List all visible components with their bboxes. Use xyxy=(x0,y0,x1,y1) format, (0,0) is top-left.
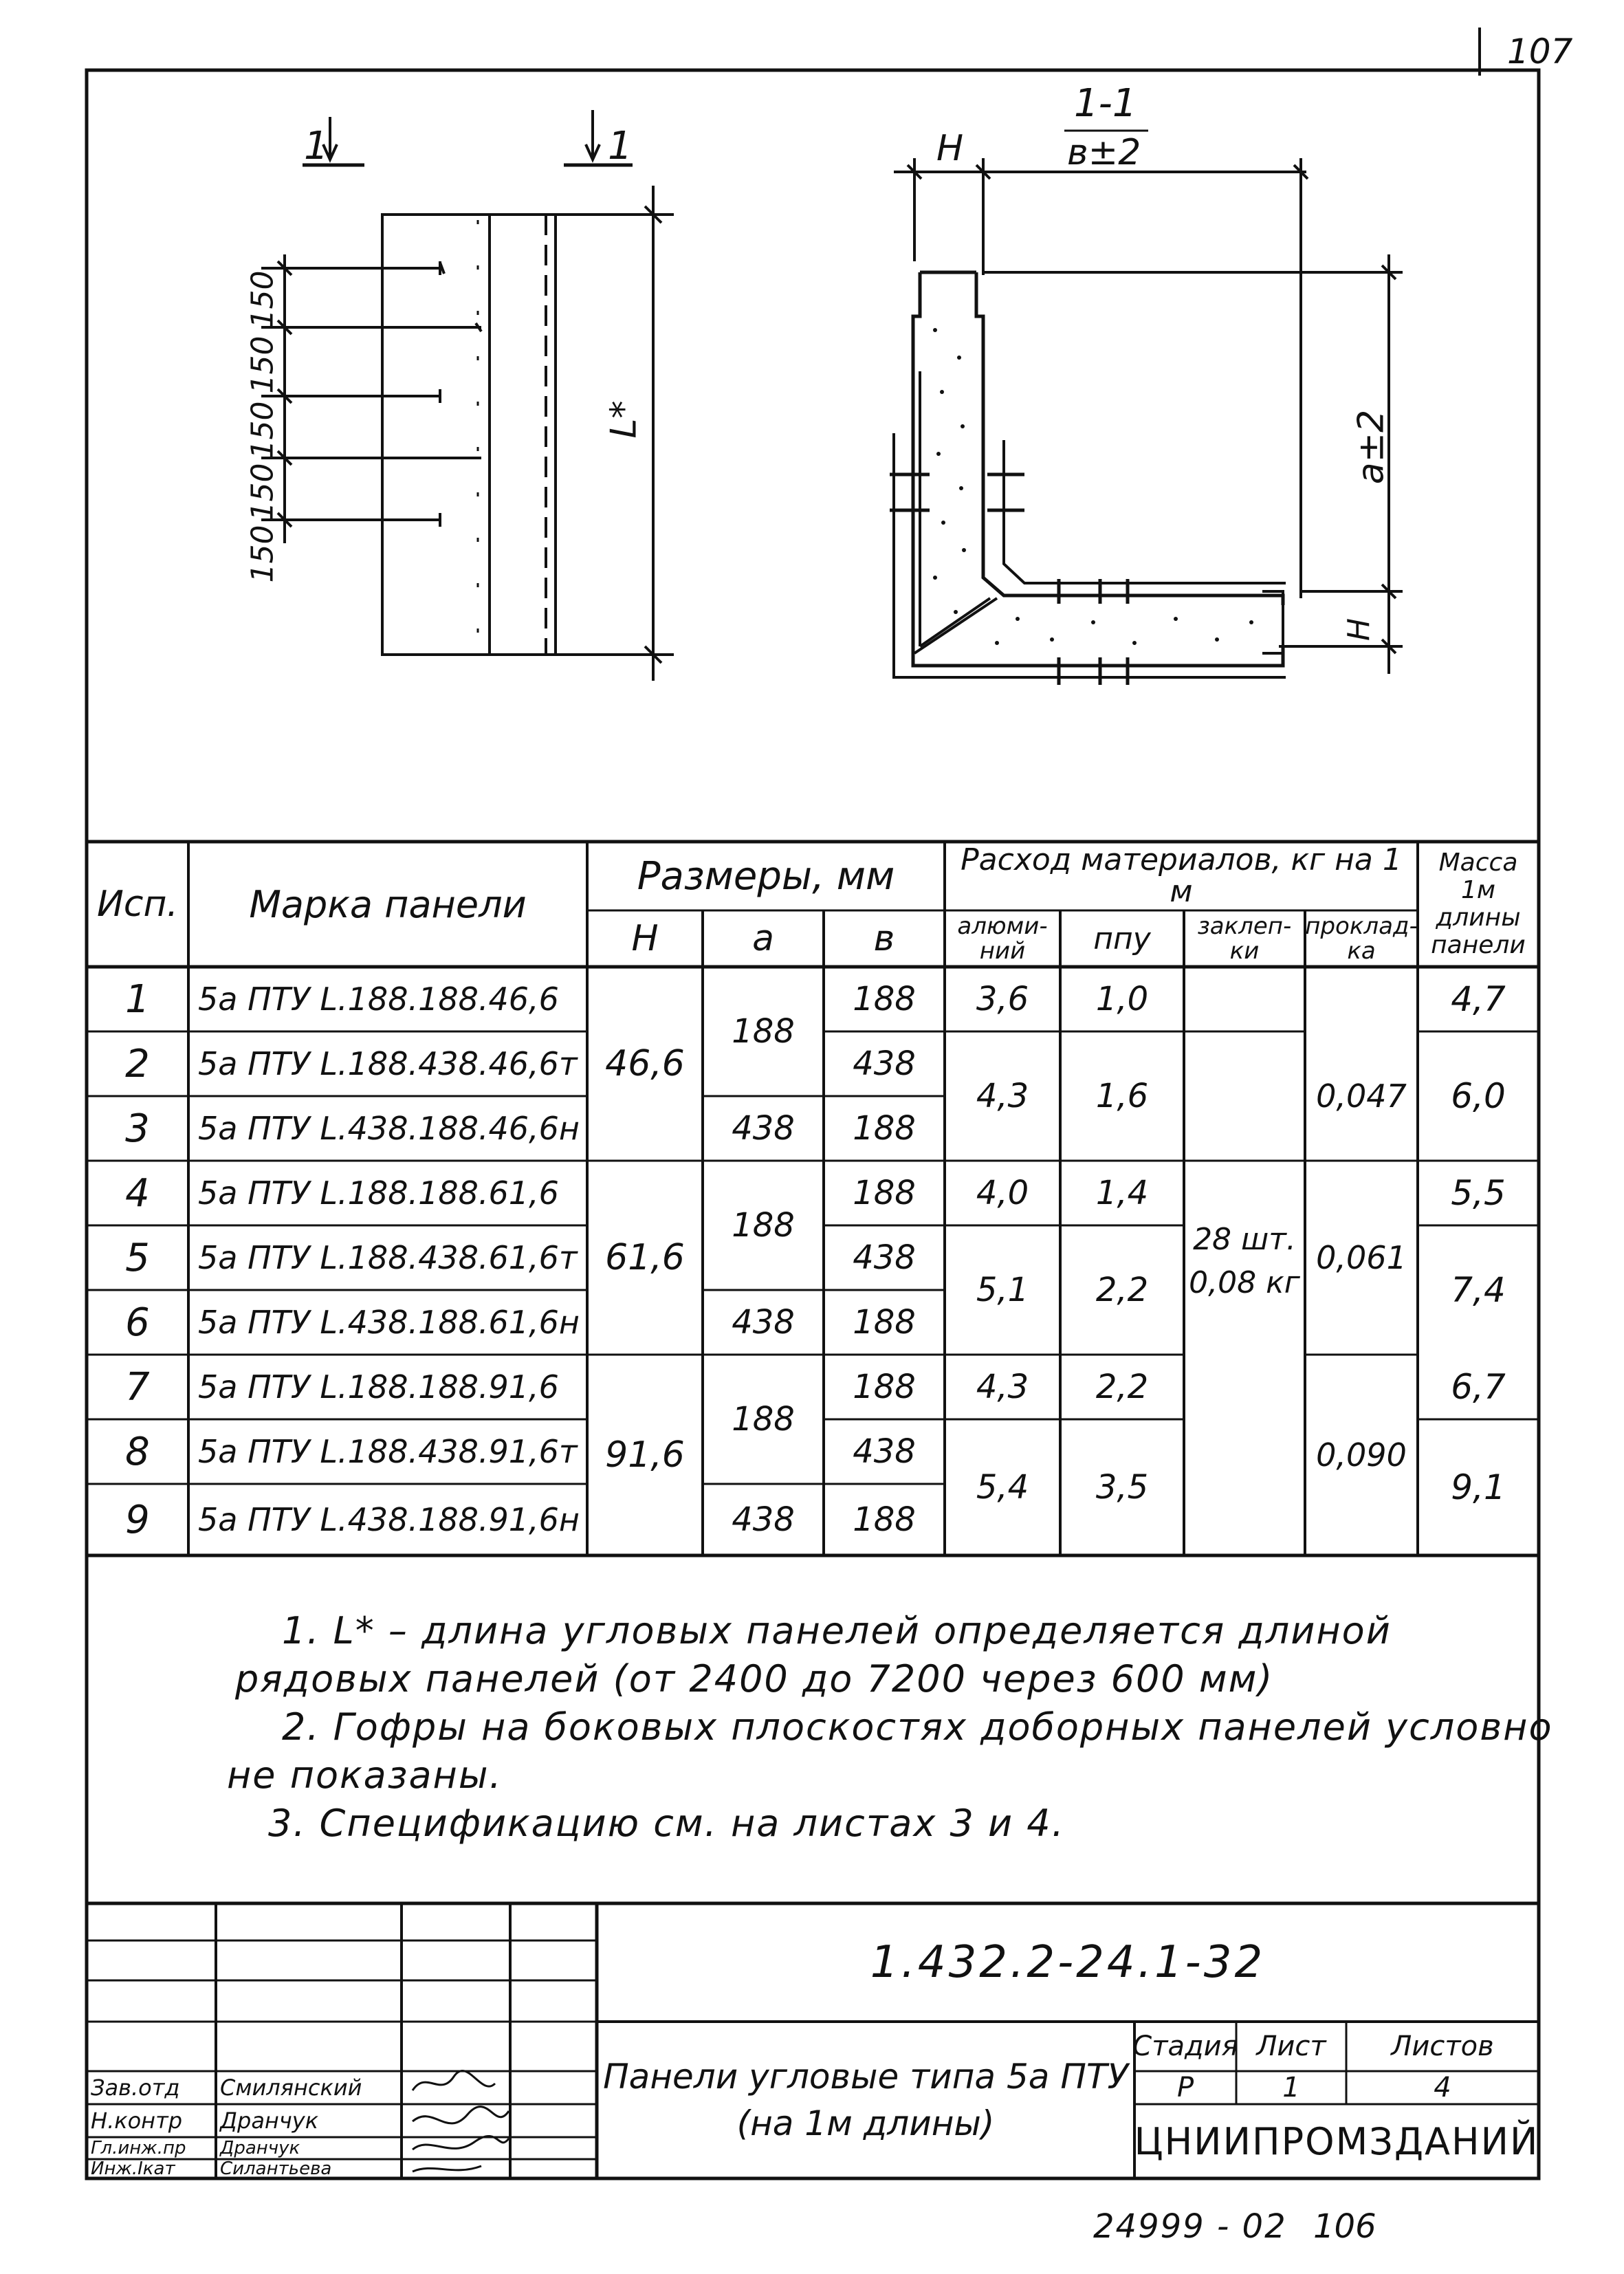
footer-page: 106 xyxy=(1313,2207,1376,2246)
massa-group-5: 6,7 xyxy=(1451,1367,1506,1407)
row-2-isp: 2 xyxy=(125,1041,150,1086)
b-row-5: 438 xyxy=(853,1238,916,1277)
massa-group-1: 4,7 xyxy=(1451,979,1506,1019)
dim-h-top: H xyxy=(936,128,964,169)
row-9-isp: 9 xyxy=(125,1497,150,1542)
dim-a: a±2 xyxy=(1350,409,1392,485)
row-5-marka: 5а ПТУ L.188.438.61,6т xyxy=(198,1239,578,1276)
header-massa: Масса 1м длины панели xyxy=(1431,849,1526,959)
a-group-2: 438 xyxy=(732,1109,795,1148)
zaklep-mass: 0,08 кг xyxy=(1189,1265,1300,1300)
alum-group-2: 4,3 xyxy=(976,1077,1029,1115)
header-alum: алюми-ний xyxy=(957,912,1048,965)
row-5-isp: 5 xyxy=(125,1235,150,1280)
header-proklad: проклад-ка xyxy=(1305,912,1418,965)
staff-role-1: Зав.отд xyxy=(91,2075,180,2101)
staff-role-4: Инж.Iкат xyxy=(91,2158,175,2179)
b-row-9: 188 xyxy=(853,1500,916,1539)
dim-150-4: 150 xyxy=(245,463,281,521)
row-7-isp: 7 xyxy=(125,1364,150,1410)
staff-name-4: Силантьева xyxy=(220,2158,332,2179)
stage-label: Стадия xyxy=(1132,2031,1238,2062)
row-8-isp: 8 xyxy=(125,1429,150,1474)
staff-name-2: Дранчук xyxy=(220,2108,319,2134)
section-title: 1-1 xyxy=(1074,81,1137,126)
archive-number: 24999 - 02 xyxy=(1093,2207,1287,2246)
doc-title-line2: (на 1м длины) xyxy=(736,2103,995,2143)
massa-group-2: 6,0 xyxy=(1451,1076,1506,1116)
sheets-value: 4 xyxy=(1434,2072,1451,2103)
alum-group-4: 5,1 xyxy=(976,1271,1029,1309)
a-group-4: 438 xyxy=(732,1303,795,1342)
b-row-6: 188 xyxy=(853,1303,916,1342)
note-2: 2. Гофры на боковых плоскостях доборных панелей условно xyxy=(282,1705,1553,1749)
section-mark-right: 1 xyxy=(608,124,633,168)
row-2-marka: 5а ПТУ L.188.438.46,6т xyxy=(198,1045,578,1082)
massa-group-6: 9,1 xyxy=(1451,1467,1506,1507)
h-group-3: 91,6 xyxy=(605,1434,685,1476)
b-row-2: 438 xyxy=(853,1045,916,1083)
b-row-1: 188 xyxy=(853,980,916,1018)
a-group-1: 188 xyxy=(732,1012,795,1051)
section-mark-left: 1 xyxy=(304,124,329,168)
alum-group-3: 4,0 xyxy=(976,1174,1029,1212)
header-marka: Марка панели xyxy=(249,882,527,926)
b-row-4: 188 xyxy=(853,1174,916,1212)
sheet-label: Лист xyxy=(1256,2031,1326,2062)
b-row-8: 438 xyxy=(853,1432,916,1471)
ppu-group-1: 1,0 xyxy=(1095,980,1149,1018)
dim-h-bottom: H xyxy=(1341,617,1377,642)
row-6-marka: 5а ПТУ L.438.188.61,6н xyxy=(198,1304,580,1341)
alum-group-6: 5,4 xyxy=(976,1468,1029,1507)
alum-group-5: 4,3 xyxy=(976,1368,1029,1406)
h-group-2: 61,6 xyxy=(605,1237,685,1278)
length-label: L* xyxy=(603,400,645,439)
organization: ЦНИИПРОМЗДАНИЙ xyxy=(1134,2119,1539,2163)
sheets-label: Листов xyxy=(1391,2031,1494,2062)
doc-title-line1: Панели угловые типа 5а ПТУ xyxy=(603,2057,1128,2097)
staff-role-2: Н.контр xyxy=(91,2108,183,2134)
proklad-group-1: 0,047 xyxy=(1316,1078,1407,1115)
row-3-marka: 5а ПТУ L.438.188.46,6н xyxy=(198,1110,580,1147)
ppu-group-4: 2,2 xyxy=(1095,1271,1149,1309)
row-8-marka: 5а ПТУ L.188.438.91,6т xyxy=(198,1433,578,1470)
row-7-marka: 5а ПТУ L.188.188.91,6 xyxy=(198,1368,559,1406)
header-h: H xyxy=(631,918,659,959)
row-1-isp: 1 xyxy=(125,976,150,1022)
header-a: a xyxy=(752,918,774,959)
massa-group-3: 5,5 xyxy=(1451,1173,1506,1213)
a-group-5: 188 xyxy=(732,1400,795,1439)
header-ppu: ппу xyxy=(1093,921,1151,956)
note-3: 3. Спецификацию см. на листах 3 и 4. xyxy=(268,1802,1065,1845)
zaklep-count: 28 шт. xyxy=(1193,1222,1296,1257)
header-razmery: Размеры, мм xyxy=(637,853,895,899)
row-3-isp: 3 xyxy=(125,1106,150,1151)
staff-name-3: Дранчук xyxy=(220,2138,300,2158)
note-1: 1. L* – длина угловых панелей определяется длиной xyxy=(282,1609,1392,1652)
dim-150-3: 150 xyxy=(245,401,281,459)
h-group-1: 46,6 xyxy=(605,1043,685,1084)
sheet-value: 1 xyxy=(1282,2072,1300,2103)
row-6-isp: 6 xyxy=(125,1300,150,1345)
massa-group-4: 7,4 xyxy=(1451,1270,1506,1310)
header-zaklep: заклеп-ки xyxy=(1197,912,1292,965)
staff-name-1: Смилянский xyxy=(220,2075,362,2101)
staff-role-3: Гл.инж.пр xyxy=(91,2138,186,2158)
alum-group-1: 3,6 xyxy=(976,980,1029,1018)
b-row-7: 188 xyxy=(853,1368,916,1406)
note-1-cont: рядовых панелей (от 2400 до 7200 через 600 мм) xyxy=(235,1657,1274,1701)
doc-code: 1.432.2-24.1-32 xyxy=(870,1937,1266,1988)
row-4-isp: 4 xyxy=(125,1170,150,1216)
row-9-marka: 5а ПТУ L.438.188.91,6н xyxy=(198,1501,580,1538)
section-width: в±2 xyxy=(1067,132,1141,173)
header-raskhod: Расход материалов, кг на 1 м xyxy=(961,842,1402,909)
dim-150-5: 150 xyxy=(245,525,281,583)
stage-value: Р xyxy=(1176,2072,1194,2103)
ppu-group-3: 1,4 xyxy=(1095,1174,1149,1212)
page-number: 107 xyxy=(1507,32,1573,72)
ppu-group-6: 3,5 xyxy=(1095,1468,1149,1507)
header-b: в xyxy=(873,918,895,959)
proklad-group-3: 0,090 xyxy=(1316,1436,1407,1474)
a-group-3: 188 xyxy=(732,1206,795,1245)
proklad-group-2: 0,061 xyxy=(1316,1239,1407,1276)
b-row-3: 188 xyxy=(853,1109,916,1148)
row-4-marka: 5а ПТУ L.188.188.61,6 xyxy=(198,1174,559,1212)
ppu-group-2: 1,6 xyxy=(1095,1077,1149,1115)
dim-150-2: 150 xyxy=(245,336,281,394)
note-2-cont: не показаны. xyxy=(227,1753,503,1797)
dim-150-1: 150 xyxy=(245,270,281,329)
a-group-6: 438 xyxy=(732,1500,795,1539)
row-1-marka: 5а ПТУ L.188.188.46,6 xyxy=(198,981,559,1018)
ppu-group-5: 2,2 xyxy=(1095,1368,1149,1406)
header-isp: Исп. xyxy=(96,884,178,925)
